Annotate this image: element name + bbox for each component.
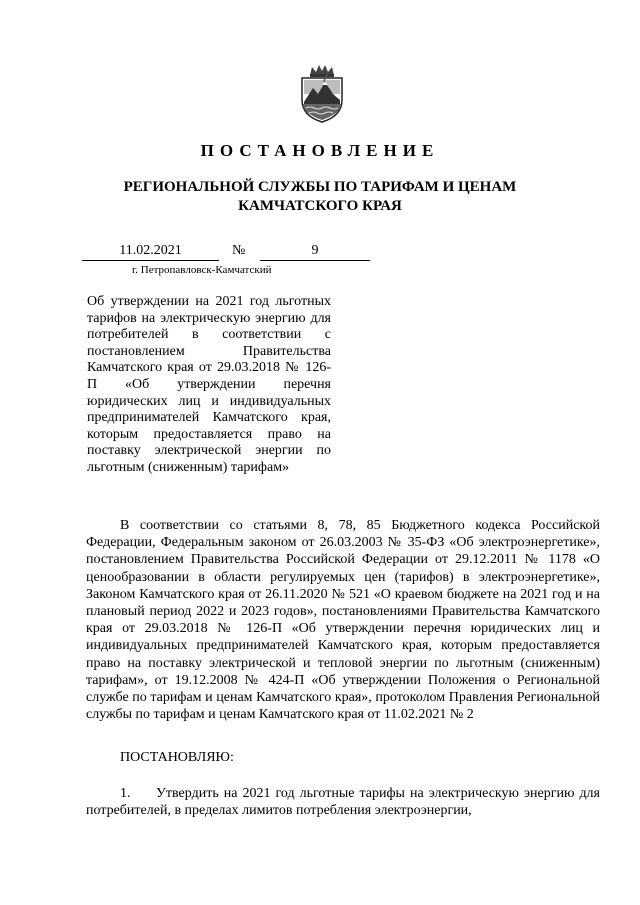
preamble-paragraph: В соответствии со статьями 8, 78, 85 Бюджетного кодекса Российской Федерации, Федеральным законом от 26.03.2003 № 35-ФЗ «Об электроэнергетике», постановлением Правительства Российской Федерации от 29.12.2011 № 1178 «О ценообразовании в области регулируемых цен (тарифов) в электроэнергетике», Законом Камчатского края от 26.11.2020 № 521 «О краевом бюджете на 2021 год и на плановый период 2022 и 2023 годов», постановлениями Правительства Камчатского края от 29.03.2018 № 126-П «Об утверждении перечня юридических лиц и индивидуальных предпринимателей Камчатского края, которым предоставляется право на поставку электрической и тепловой энергии по льготным (сниженным) тарифам», от 19.12.2008 № 424-П «Об утверждении Положения о Региональной службе по тарифам и ценам Камчатского края», протоколом Правления Региональной службы по тарифам и ценам Камчатского края от 11.02.2021 № 2 [86,518,600,723]
document-date: 11.02.2021 [119,243,182,258]
number-sign: № [232,243,246,258]
item-1 [86,785,600,819]
date-number-row [82,243,372,263]
item-1-number: 1. [120,785,131,801]
issuing-authority-line-2: КАМЧАТСКОГО КРАЯ [238,198,402,214]
coat-of-arms-icon [297,64,347,124]
date-underline [82,260,219,261]
document-subject: Об утверждении на 2021 год льготных тарифов на электрическую энергию для потребителей в соответствии с постановлением Правительства Камчатского края от 29.03.2018 № 126-П «Об утверждении перечня юридических лиц и индивидуальных предпринимателей Камчатского края, которым предоставляется право на поставку электрической энергии по льготным (сниженным) тарифам» [87,294,331,475]
issuing-authority-line-1: РЕГИОНАЛЬНОЙ СЛУЖБЫ ПО ТАРИФАМ И ЦЕНАМ [123,179,517,195]
document-body [86,517,600,819]
item-1-text: Утвердить на 2021 год льготные тарифы на электрическую энергию для потребителей, в пределах лимитов потребления электроэнергии, [86,785,600,818]
document-title: ПОСТАНОВЛЕНИЕ [200,141,440,160]
number-underline [260,260,370,261]
document-number: 9 [311,243,319,258]
issuing-authority [0,178,640,216]
decree-word: ПОСТАНОВЛЯЮ: [120,750,234,766]
issue-city: г. Петропавловск-Камчатский [132,264,272,276]
